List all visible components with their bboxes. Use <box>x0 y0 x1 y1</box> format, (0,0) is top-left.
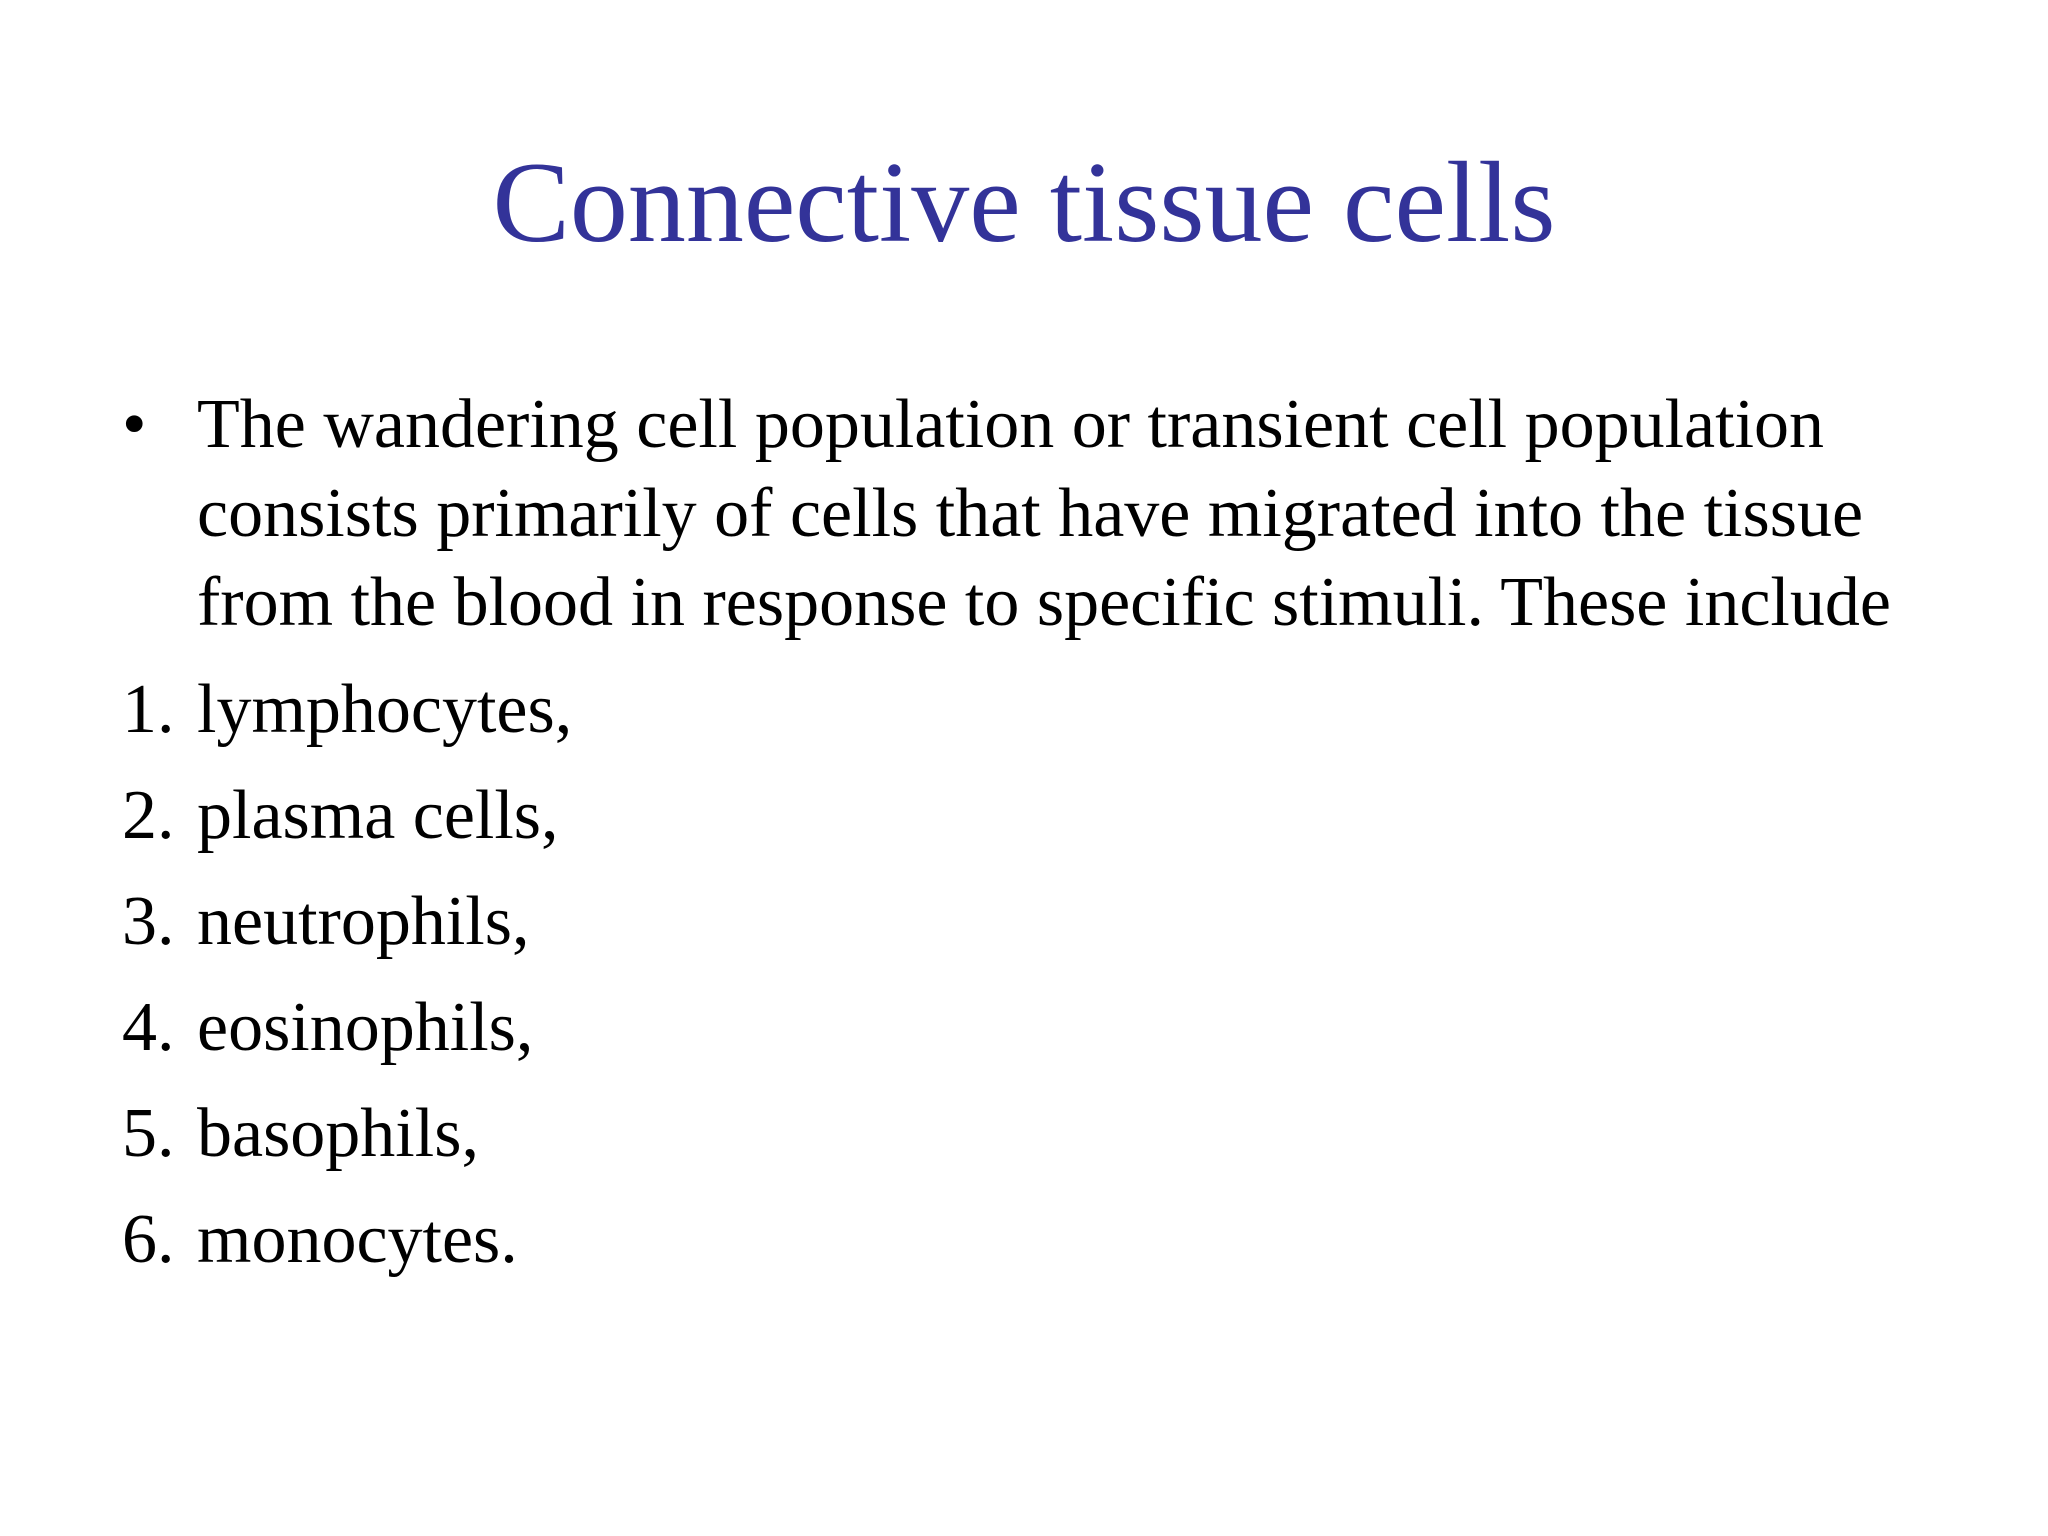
list-item-text: neutrophils, <box>197 883 530 960</box>
list-item <box>122 983 1962 1089</box>
list-number: 1. <box>122 671 175 748</box>
list-item <box>122 771 1962 877</box>
list-number: 4. <box>122 989 175 1066</box>
slide-title: Connective tissue cells <box>492 139 1556 267</box>
cell-list <box>122 665 1962 1301</box>
list-number: 3. <box>122 883 175 960</box>
list-item <box>122 665 1962 771</box>
bullet-paragraph <box>122 380 1962 647</box>
list-item-text: lymphocytes, <box>197 671 573 748</box>
list-item-text: monocytes. <box>197 1201 518 1278</box>
bullet-icon: • <box>122 386 147 463</box>
list-number: 6. <box>122 1201 175 1278</box>
list-item <box>122 1195 1962 1301</box>
list-item-text: basophils, <box>197 1095 479 1172</box>
list-number: 2. <box>122 777 175 854</box>
bullet-text: The wandering cell population or transient cell population consists primarily of cells that have migrated into the tissue from the blood in response to specific stimuli. These include <box>197 386 1891 641</box>
list-item <box>122 1089 1962 1195</box>
list-item-text: plasma cells, <box>197 777 559 854</box>
slide-body <box>122 380 1962 1301</box>
list-item-text: eosinophils, <box>197 989 534 1066</box>
list-number: 5. <box>122 1095 175 1172</box>
list-item <box>122 877 1962 983</box>
